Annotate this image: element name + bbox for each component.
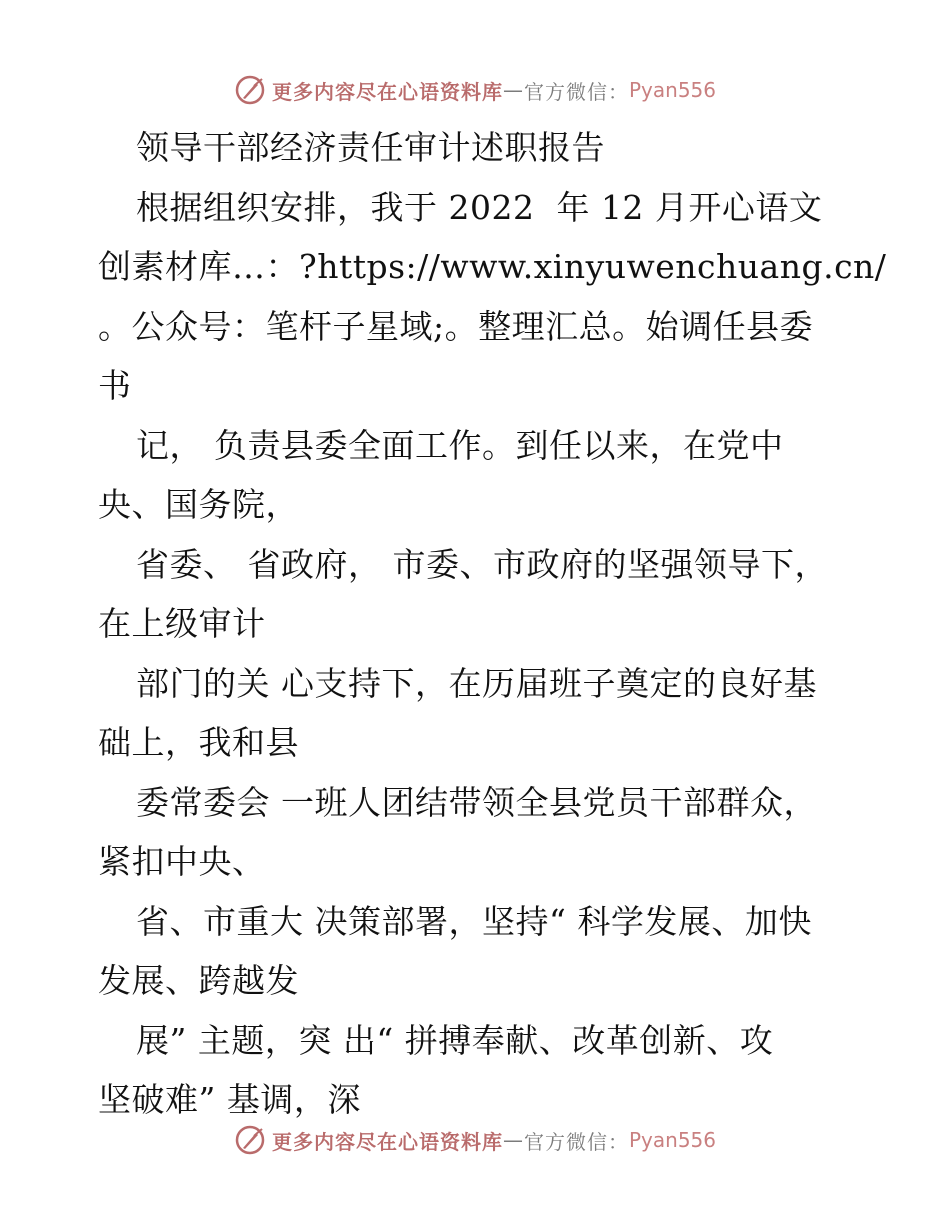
header-watermark xyxy=(0,70,950,110)
body-line: 省、市重大 决策部署，坚持“ 科学发展、加快 xyxy=(136,901,812,941)
watermark-separator: — xyxy=(502,78,524,102)
body-line: 书 xyxy=(98,366,132,405)
watermark-wechat-id: Pyan556 xyxy=(628,78,716,102)
body-line: 根据组织安排，我于 2022 年 12 月开心语文 xyxy=(136,187,823,227)
body-line: 在上级审计 xyxy=(98,604,266,643)
document-title: 领导干部经济责任审计述职报告 xyxy=(136,128,605,167)
body-line: 础上，我和县 xyxy=(98,723,299,762)
document-body xyxy=(98,118,887,1130)
body-line: 坚破难” 基调，深 xyxy=(98,1080,361,1119)
body-line: 央、国务院， xyxy=(98,485,299,524)
watermark-main-text: 更多内容尽在心语资料库 xyxy=(271,79,503,104)
body-line: 省委、 省政府， 市委、市政府的坚强领导下， xyxy=(136,544,828,584)
watermark-wechat-id: Pyan556 xyxy=(628,1128,716,1152)
body-line: 展” 主题，突 出“ 拼搏奉献、改革创新、攻 xyxy=(136,1020,774,1060)
body-line: 紧扣中央、 xyxy=(98,842,266,881)
body-line: 发展、跨越发 xyxy=(98,961,299,1000)
body-line: 委常委会 一班人团结带领全县党员干部群众， xyxy=(136,782,817,822)
quill-logo-icon xyxy=(234,74,266,106)
body-line: 。公众号：笔杆子星域;。整理汇总。始调任县委 xyxy=(98,306,814,346)
watermark-sub-text: 官方微信： xyxy=(523,1129,629,1154)
quill-logo-icon xyxy=(234,1124,266,1156)
body-line: 记， 负责县委全面工作。到任以来，在党中 xyxy=(136,425,784,465)
body-line: 部门的关 心支持下，在历届班子奠定的良好基 xyxy=(136,663,817,703)
body-line: 创素材库…：?https://www.xinyuwenchuang.cn/ xyxy=(98,247,887,286)
footer-watermark xyxy=(0,1120,950,1160)
watermark-main-text: 更多内容尽在心语资料库 xyxy=(271,1129,503,1154)
watermark-separator: — xyxy=(502,1128,524,1152)
watermark-sub-text: 官方微信： xyxy=(523,79,629,104)
